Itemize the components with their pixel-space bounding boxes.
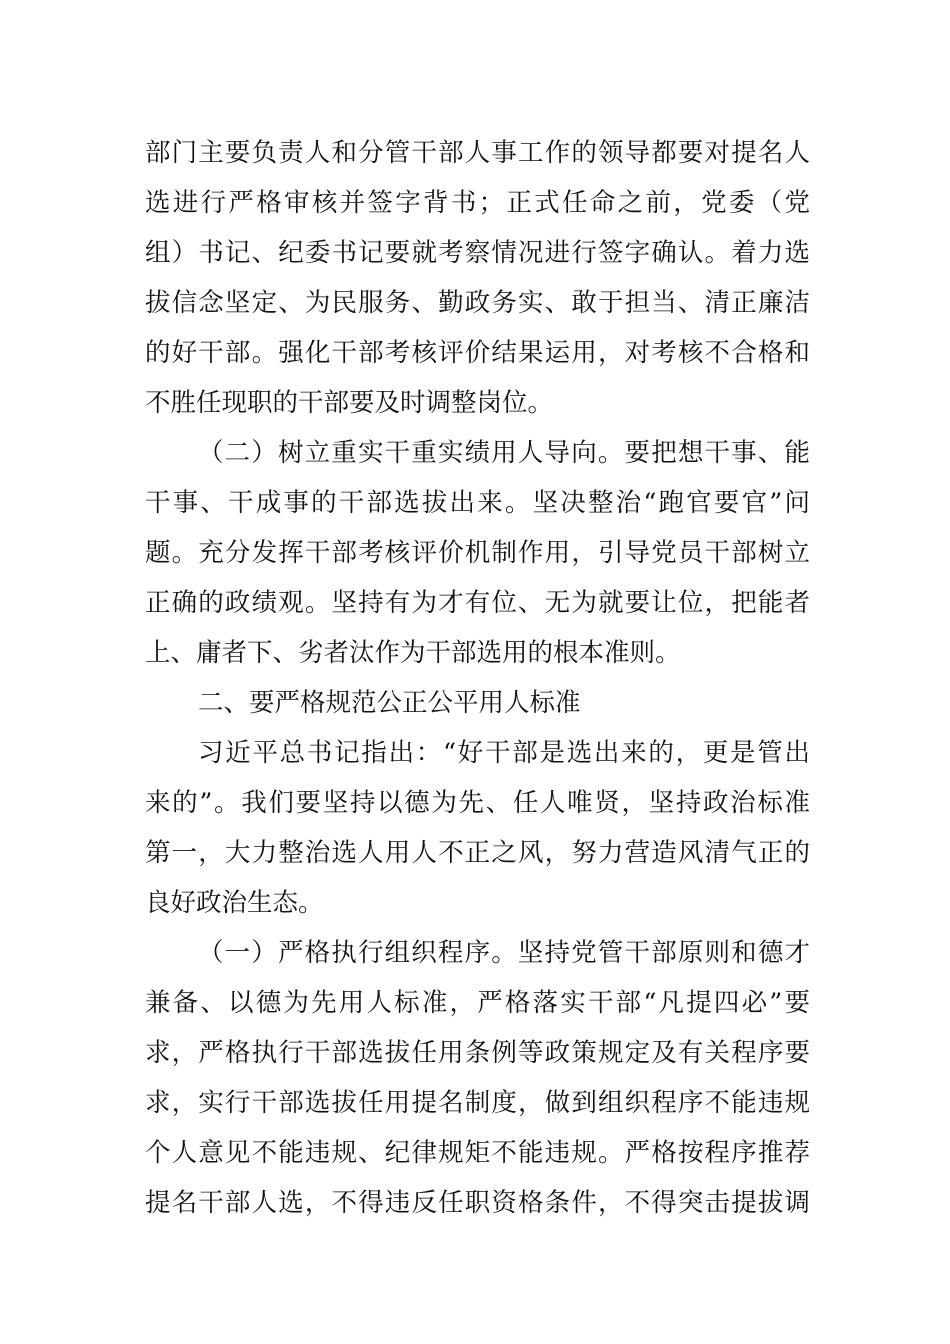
text-line: 组）书记、纪委书记要就考察情况进行签字确认。着力选 [145, 238, 810, 268]
text-line: 拔信念坚定、为民服务、勤政务实、敢于担当、清正廉洁 [145, 288, 810, 318]
text-line: 选进行严格审核并签字背书；正式任命之前，党委（党 [145, 188, 810, 218]
text-line: 上、庸者下、劣者汰作为干部选用的根本准则。 [145, 638, 681, 668]
section-heading: 二、要严格规范公正公平用人标准 [198, 688, 581, 718]
text-line: 兼备、以德为先用人标准，严格落实干部“凡提四必”要 [145, 988, 810, 1018]
text-line: 求，严格执行干部选拔任用条例等政策规定及有关程序要 [145, 1038, 810, 1068]
paragraph-heading-line: （一）严格执行组织程序。坚持党管干部原则和德才 [198, 938, 810, 968]
text-line: 良好政治生态。 [145, 888, 324, 918]
text-line: 部门主要负责人和分管干部人事工作的领导都要对提名人 [145, 138, 810, 168]
text-line: 干事、干成事的干部选拔出来。坚决整治“跑官要官”问 [145, 488, 810, 518]
text-line: 不胜任现职的干部要及时调整岗位。 [145, 388, 554, 418]
text-line: 题。充分发挥干部考核评价机制作用，引导党员干部树立 [145, 538, 810, 568]
text-line: 习近平总书记指出：“好干部是选出来的，更是管出 [198, 738, 810, 768]
text-line: 提名干部人选，不得违反任职资格条件，不得突击提拔调 [145, 1188, 810, 1218]
paragraph-heading-line: （二）树立重实干重实绩用人导向。要把想干事、能 [198, 438, 810, 468]
text-line: 求，实行干部选拔任用提名制度，做到组织程序不能违规 [145, 1088, 810, 1118]
text-line: 来的”。我们要坚持以德为先、任人唯贤，坚持政治标准 [145, 788, 810, 818]
text-line: 的好干部。强化干部考核评价结果运用，对考核不合格和 [145, 338, 810, 368]
text-line: 个人意见不能违规、纪律规矩不能违规。严格按程序推荐 [145, 1138, 810, 1168]
text-line: 正确的政绩观。坚持有为才有位、无为就要让位，把能者 [145, 588, 810, 618]
text-line: 第一，大力整治选人用人不正之风，努力营造风清气正的 [145, 838, 810, 868]
